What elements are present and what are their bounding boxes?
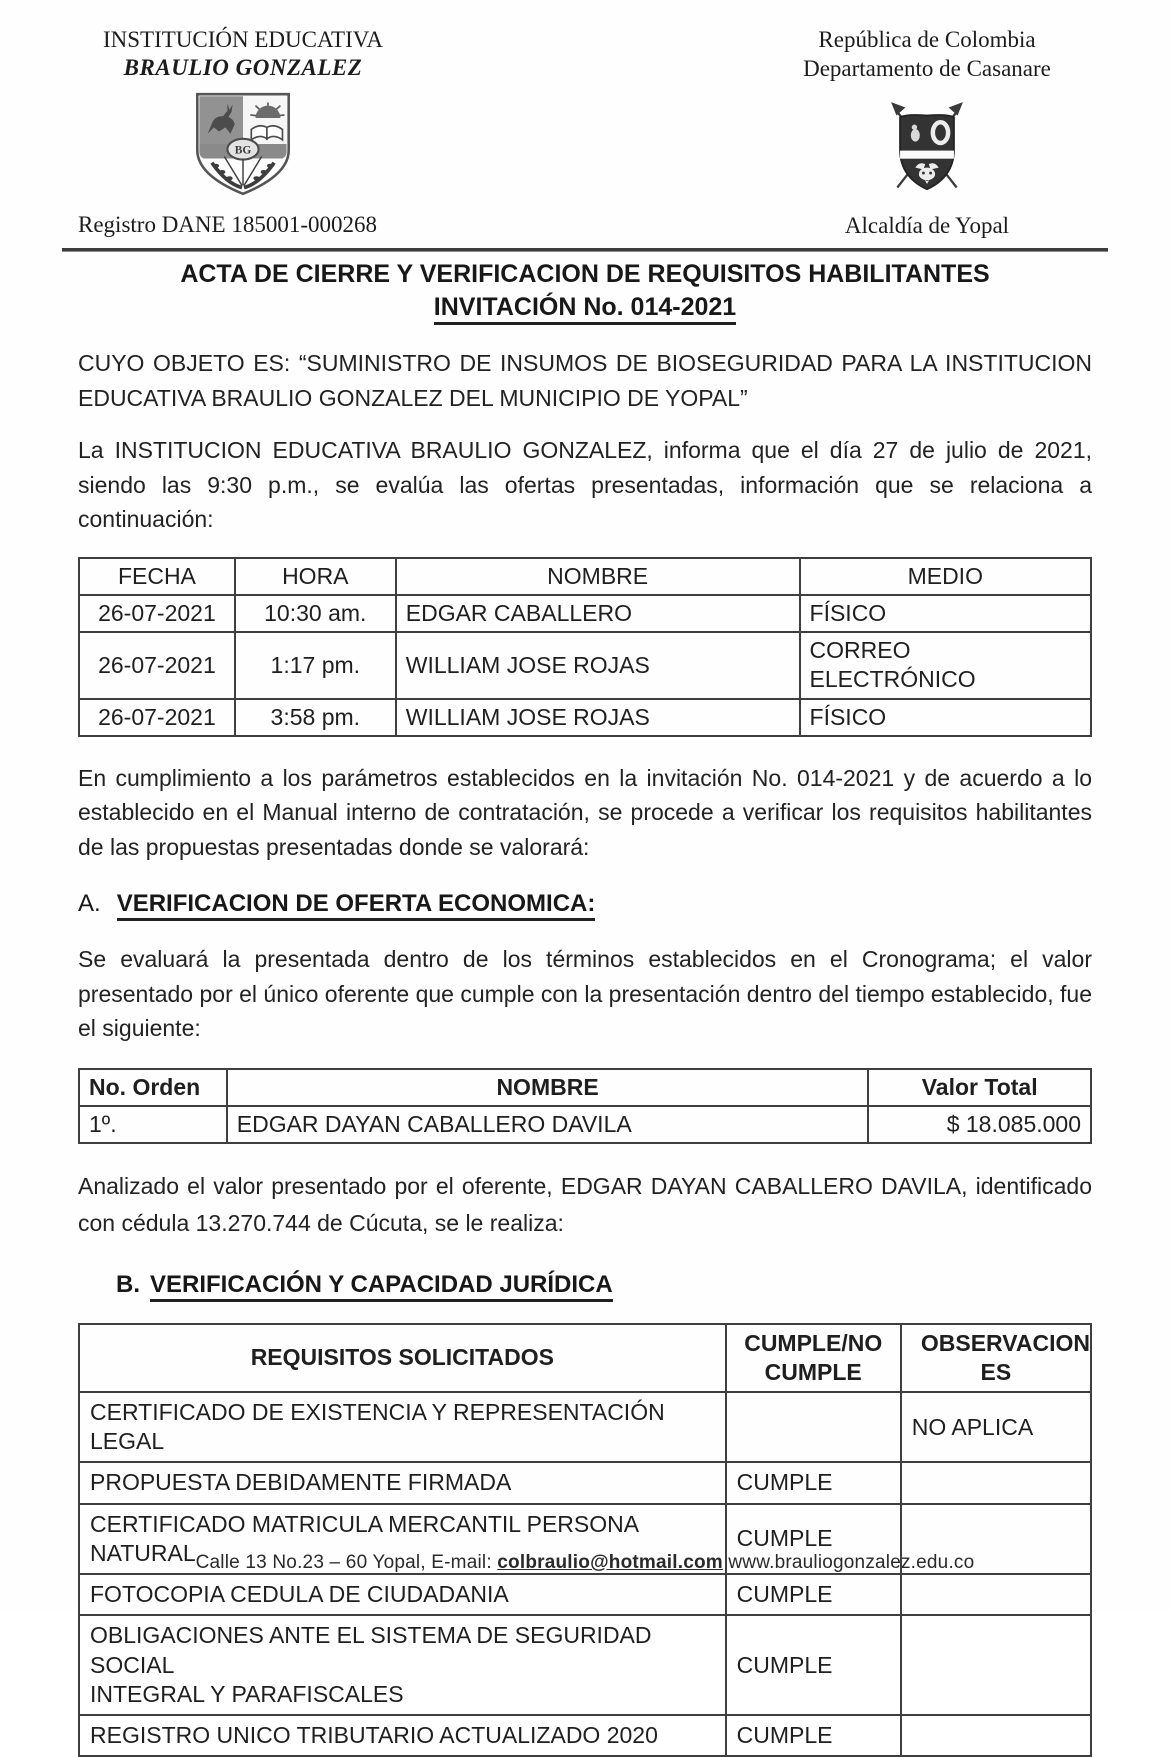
col-header-nombre: NOMBRE bbox=[227, 1069, 869, 1106]
cell-cumple: CUMPLE bbox=[726, 1574, 901, 1615]
cell-hora: 1:17 pm. bbox=[235, 632, 396, 698]
header-left bbox=[78, 26, 408, 240]
table-row bbox=[79, 1715, 1091, 1756]
col-header-cumple: CUMPLE/NO CUMPLE bbox=[726, 1324, 901, 1392]
section-a-title: VERIFICACION DE OFERTA ECONOMICA: bbox=[117, 890, 596, 921]
table-header-row bbox=[79, 1069, 1091, 1106]
col-header-orden: No. Orden bbox=[79, 1069, 227, 1106]
section-a-label: A. bbox=[78, 890, 101, 918]
cell-nombre: EDGAR DAYAN CABALLERO DAVILA bbox=[227, 1106, 869, 1143]
cell-requisito: CERTIFICADO DE EXISTENCIA Y REPRESENTACIÓN LEGAL bbox=[79, 1392, 726, 1462]
document-title bbox=[78, 258, 1092, 324]
table-row bbox=[79, 1392, 1091, 1462]
cell-nombre: WILLIAM JOSE ROJAS bbox=[396, 632, 800, 698]
cell-nombre: EDGAR CABALLERO bbox=[396, 595, 800, 632]
footer-email-link: colbraulio@hotmail.com bbox=[497, 1552, 723, 1573]
cell-observaciones: NO APLICA bbox=[901, 1392, 1091, 1462]
cell-cumple: CUMPLE bbox=[726, 1504, 901, 1574]
cell-observaciones bbox=[901, 1574, 1091, 1615]
paragraph-intro: La INSTITUCION EDUCATIVA BRAULIO GONZALEZ, informa que el día 27 de julio de 2021, siendo las 9:30 p.m., se evalúa las ofertas presentadas, información que se relaciona a continuación: bbox=[78, 437, 1092, 533]
cell-requisito: FOTOCOPIA CEDULA DE CIUDADANIA bbox=[79, 1574, 726, 1615]
valor-table bbox=[78, 1068, 1092, 1144]
footer-address: Calle 13 No.23 – 60 Yopal, E-mail: bbox=[195, 1552, 498, 1573]
document-header bbox=[78, 26, 1092, 240]
table-row bbox=[79, 1462, 1091, 1503]
cell-nombre: WILLIAM JOSE ROJAS bbox=[396, 699, 800, 736]
cell-hora: 10:30 am. bbox=[235, 595, 396, 632]
section-b-label: B. bbox=[116, 1270, 140, 1298]
section-b-heading bbox=[116, 1271, 1092, 1299]
table-row bbox=[79, 595, 1091, 632]
footer-website: www.brauliogonzalez.edu.co bbox=[722, 1552, 975, 1573]
cell-cumple: CUMPLE bbox=[726, 1462, 901, 1503]
cell-cumple: CUMPLE bbox=[726, 1615, 901, 1715]
col-header-observaciones: OBSERVACION ES bbox=[901, 1324, 1091, 1392]
table-row bbox=[79, 1106, 1091, 1143]
cell-orden: 1º. bbox=[79, 1106, 227, 1143]
republic-line: República de Colombia bbox=[818, 27, 1036, 52]
cell-observaciones bbox=[901, 1615, 1091, 1715]
table-row bbox=[79, 1574, 1091, 1615]
col-header-hora: HORA bbox=[235, 558, 396, 595]
cell-fecha: 26-07-2021 bbox=[79, 632, 235, 698]
cell-requisito: PROPUESTA DEBIDAMENTE FIRMADA bbox=[79, 1462, 726, 1503]
table-row bbox=[79, 699, 1091, 736]
col-header-requisitos: REQUISITOS SOLICITADOS bbox=[79, 1324, 726, 1392]
cell-requisito: OBLIGACIONES ANTE EL SISTEMA DE SEGURIDAD SOCIAL INTEGRAL Y PARAFISCALES bbox=[79, 1615, 726, 1715]
cell-medio: CORREO ELECTRÓNICO bbox=[800, 632, 1091, 698]
table-header-row bbox=[79, 558, 1091, 595]
cell-fecha: 26-07-2021 bbox=[79, 595, 235, 632]
cell-medio: FÍSICO bbox=[800, 699, 1091, 736]
section-b-title: VERIFICACIÓN Y CAPACIDAD JURÍDICA bbox=[150, 1271, 613, 1302]
table-row bbox=[79, 632, 1091, 698]
alcaldia-line: Alcaldía de Yopal bbox=[844, 212, 1010, 238]
cell-medio: FÍSICO bbox=[800, 595, 1091, 632]
paragraph-evaluacion: Se evaluará la presentada dentro de los términos establecidos en el Cronograma; el valor presentado por el único oferente que cumple con la presentación dentro del tiempo establecido, fue el siguiente: bbox=[78, 946, 1092, 1042]
paragraph-cumplimiento: En cumplimiento a los parámetros establecidos en la invitación No. 014-2021 y de acuerdo a lo establecido en el Manual interno de contratación, se procede a verificar los requisitos habilitantes de las propuestas presentadas donde se valorará: bbox=[78, 764, 1092, 860]
paragraph-analizado: Analizado el valor presentado por el oferente, EDGAR DAYAN CABALLERO DAVILA, identificado con cédula 13.270.744 de Cúcuta, se le realiza: bbox=[78, 1173, 1092, 1237]
page-footer bbox=[0, 1552, 1170, 1574]
ofertas-table bbox=[78, 557, 1092, 737]
col-header-fecha: FECHA bbox=[79, 558, 235, 595]
cell-cumple: CUMPLE bbox=[726, 1715, 901, 1756]
department-line: Departamento de Casanare bbox=[803, 55, 1051, 81]
cell-observaciones bbox=[901, 1462, 1091, 1503]
svg-text:BG: BG bbox=[234, 144, 252, 157]
cell-hora: 3:58 pm. bbox=[235, 699, 396, 736]
requisitos-table bbox=[78, 1323, 1092, 1757]
col-header-valor: Valor Total bbox=[868, 1069, 1091, 1106]
table-row bbox=[79, 1615, 1091, 1715]
col-header-nombre: NOMBRE bbox=[396, 558, 800, 595]
institution-name-line2: BRAULIO GONZALEZ bbox=[123, 54, 363, 80]
school-shield-logo-icon bbox=[193, 89, 293, 199]
title-line2: INVITACIÓN No. 014-2021 bbox=[434, 293, 736, 325]
cell-observaciones bbox=[901, 1715, 1091, 1756]
section-a-heading bbox=[78, 890, 1092, 918]
cell-cumple bbox=[726, 1392, 901, 1462]
header-right bbox=[762, 26, 1092, 240]
table-header-row bbox=[79, 1324, 1091, 1392]
cell-fecha: 26-07-2021 bbox=[79, 699, 235, 736]
registro-dane: Registro DANE 185001-000268 bbox=[78, 211, 377, 237]
title-line1: ACTA DE CIERRE Y VERIFICACION DE REQUISITOS HABILITANTES bbox=[180, 260, 990, 289]
yopal-coat-of-arms-icon bbox=[877, 92, 977, 202]
paragraph-objeto: CUYO OBJETO ES: “SUMINISTRO DE INSUMOS DE BIOSEGURIDAD PARA LA INSTITUCION EDUCATIVA BRAULIO GONZALEZ DEL MUNICIPIO DE YOPAL” bbox=[78, 350, 1092, 411]
cell-requisito: REGISTRO UNICO TRIBUTARIO ACTUALIZADO 2020 bbox=[79, 1715, 726, 1756]
cell-valor: $ 18.085.000 bbox=[868, 1106, 1091, 1143]
header-divider bbox=[62, 248, 1108, 252]
col-header-medio: MEDIO bbox=[800, 558, 1091, 595]
institution-name-line1: INSTITUCIÓN EDUCATIVA bbox=[102, 27, 384, 52]
cell-requisito: CERTIFICADO MATRICULA MERCANTIL PERSONA NATURAL bbox=[79, 1504, 726, 1574]
